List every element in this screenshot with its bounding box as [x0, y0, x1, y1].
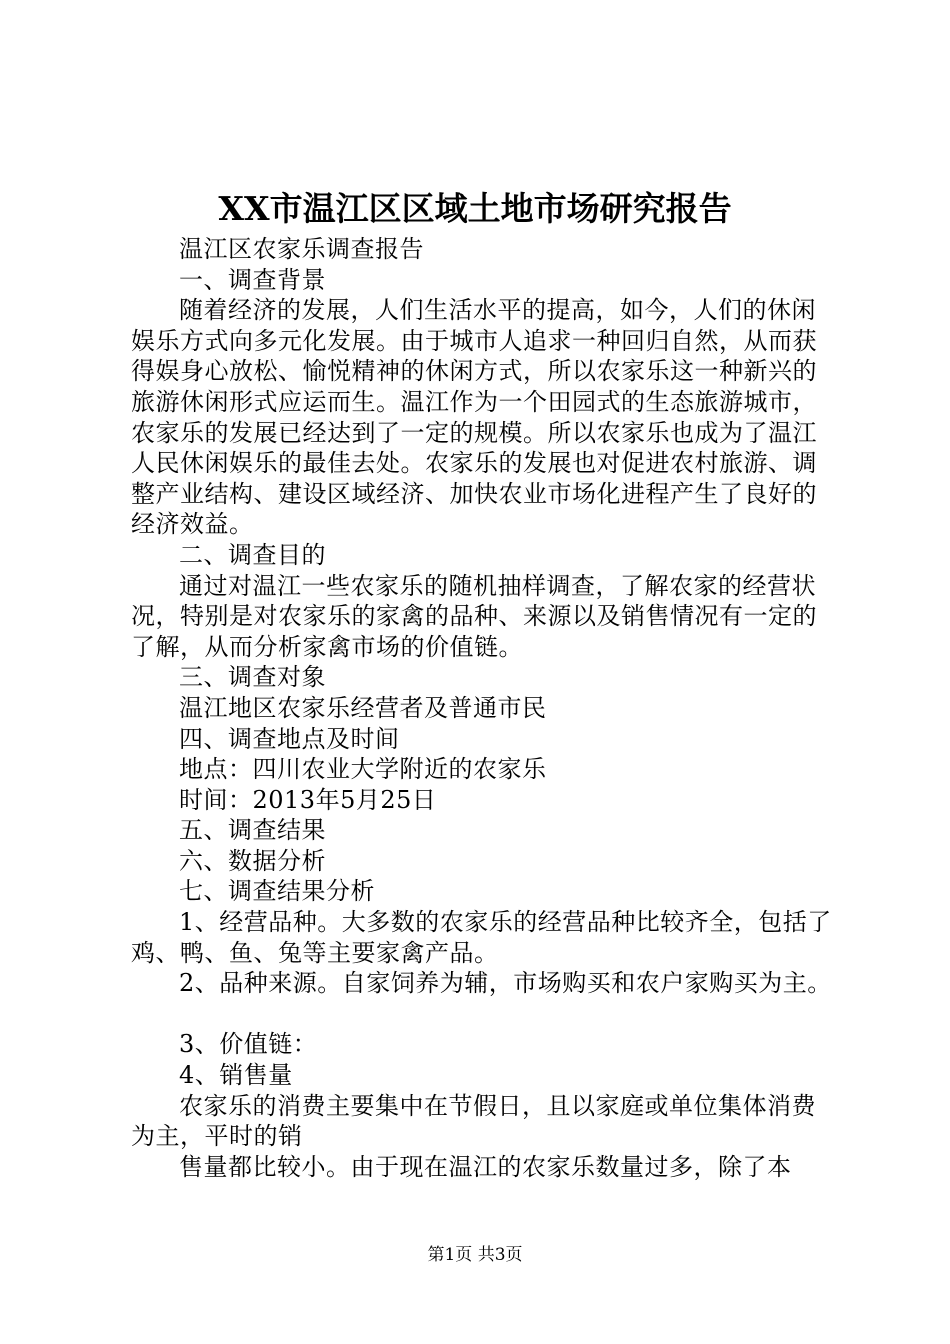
paragraph: 地点：四川农业大学附近的农家乐 [179, 755, 547, 784]
paragraph: 随着经济的发展，人们生活水平的提高，如今，人们的休闲娱乐方式向多元化发展。由于城市人追求一种回归自然，从而获得娱身心放松、愉悦精神的休闲方式，所以农家乐这一种新兴的旅游休闲形式应运而生。温江作为一个田园式的生态旅游城市，农家乐的发展已经达到了一定的规模。所以农家乐也成为了温江人民休闲娱乐的最佳去处。农家乐的发展也对促进农村旅游、调整产业结构、建设区域经济、加快农业市场化进程产生了良好的经济效益。 [131, 296, 817, 539]
document-title: XX市温江区区域土地市场研究报告 [218, 189, 732, 228]
paragraph: 通过对温江一些农家乐的随机抽样调查，了解农家的经营状况，特别是对农家乐的家禽的品种、来源以及销售情况有一定的了解，从而分析家禽市场的价值链。 [131, 571, 817, 661]
document-body [131, 234, 837, 1182]
paragraph: 二、调查目的 [179, 540, 326, 569]
paragraph: 温江区农家乐调查报告 [179, 235, 424, 263]
page-footer: 第1页 共3页 [427, 1245, 523, 1265]
paragraph: 1、经营品种。大多数的农家乐的经营品种比较齐全，包括了鸡、鸭、鱼、兔等主要家禽产品。 [131, 908, 832, 967]
paragraph: 一、调查背景 [179, 265, 326, 294]
paragraph: 3、价值链： [179, 1030, 318, 1059]
paragraph: 售量都比较小。由于现在温江的农家乐数量过多，除了本 [179, 1152, 792, 1181]
paragraph: 六、数据分析 [179, 846, 326, 875]
blank-line [131, 999, 837, 1030]
paragraph: 2、品种来源。自家饲养为辅，市场购买和农户家购买为主。 [179, 969, 832, 998]
paragraph: 四、调查地点及时间 [179, 724, 400, 753]
paragraph: 温江地区农家乐经营者及普通市民 [179, 693, 547, 722]
paragraph: 七、调查结果分析 [179, 877, 375, 906]
paragraph: 4、销售量 [179, 1061, 293, 1090]
paragraph: 三、调查对象 [179, 663, 326, 692]
paragraph: 五、调查结果 [179, 816, 326, 845]
paragraph: 时间：2013年5月25日 [179, 785, 437, 814]
paragraph: 农家乐的消费主要集中在节假日，且以家庭或单位集体消费为主，平时的销 [131, 1091, 816, 1151]
